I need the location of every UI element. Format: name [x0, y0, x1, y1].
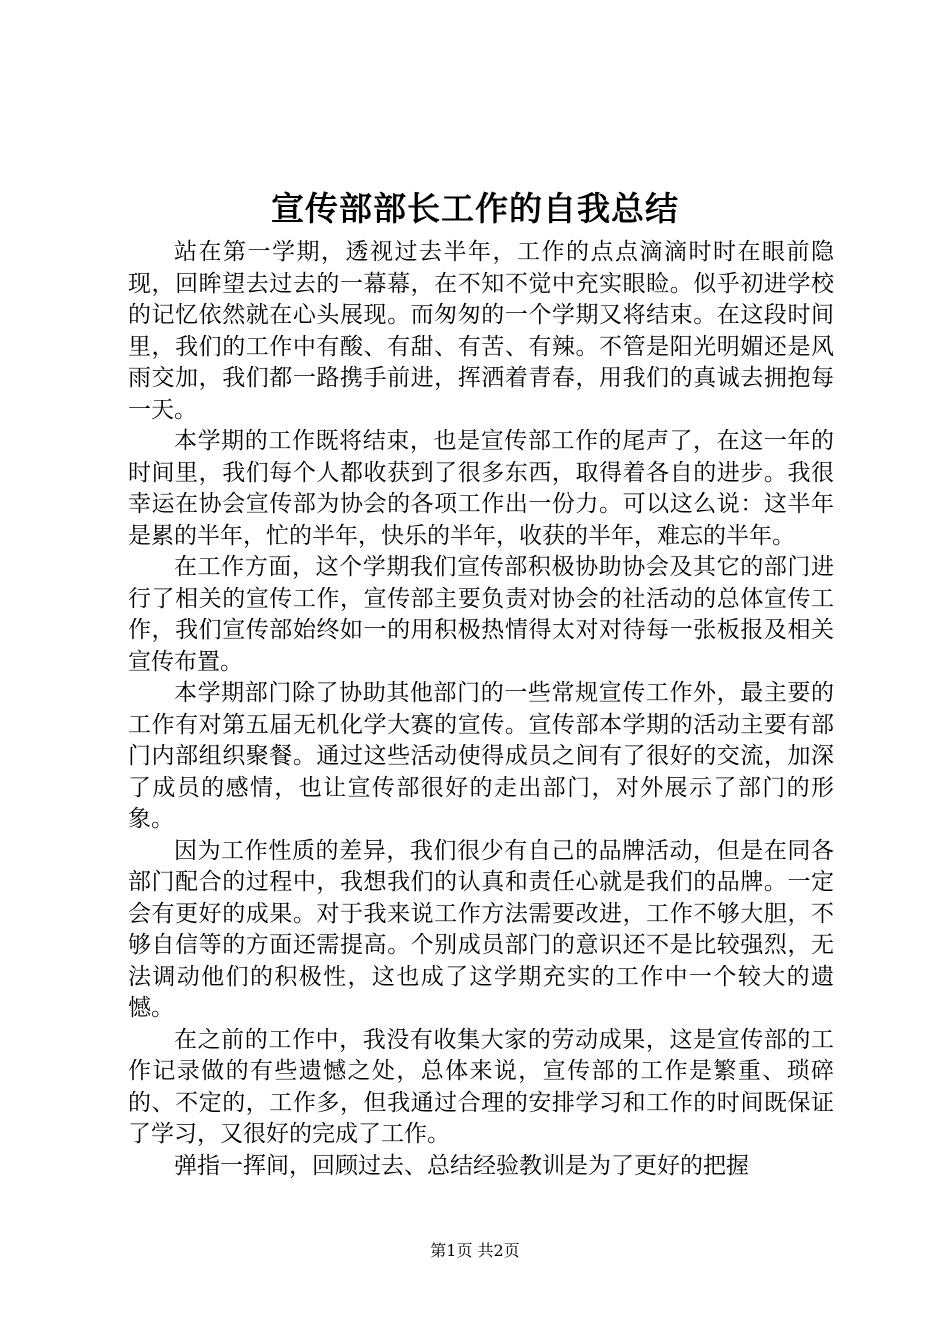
paragraph: 本学期部门除了协助其他部门的一些常规宣传工作外，最主要的工作有对第五届无机化学大赛的宣传。宣传部本学期的活动主要有部门内部组织聚餐。通过这些活动使得成员之间有了很好的交流，加深了成员的感情，也让宣传部很好的走出部门，对外展示了部门的形象。 [128, 680, 834, 832]
page-number-footer: 第1页 共2页 [430, 1241, 520, 1260]
paragraph: 在之前的工作中，我没有收集大家的劳动成果，这是宣传部的工作记录做的有些遗憾之处，总体来说，宣传部的工作是繁重、琐碎的、不定的，工作多，但我通过合理的安排学习和工作的时间既保证了学习，又很好的完成了工作。 [128, 1026, 834, 1147]
document-title: 宣传部部长工作的自我总结 [271, 189, 679, 228]
document-body [128, 237, 834, 1182]
paragraph: 在工作方面，这个学期我们宣传部积极协助协会及其它的部门进行了相关的宣传工作，宣传部主要负责对协会的社活动的总体宣传工作，我们宣传部始终如一的用积极热情得太对对待每一张板报及相关宣传布置。 [128, 554, 834, 675]
paragraph: 站在第一学期，透视过去半年，工作的点点滴滴时时在眼前隐现，回眸望去过去的一幕幕，在不知不觉中充实眼睑。似乎初进学校的记忆依然就在心头展现。而匆匆的一个学期又将结束。在这段时间里，我们的工作中有酸、有甜、有苦、有辣。不管是阳光明媚还是风雨交加，我们都一路携手前进，挥洒着青春，用我们的真诚去拥抱每一天。 [128, 239, 834, 423]
paragraph: 本学期的工作既将结束，也是宣传部工作的尾声了，在这一年的时间里，我们每个人都收获到了很多东西，取得着各自的进步。我很幸运在协会宣传部为协会的各项工作出一份力。可以这么说：这半年是累的半年，忙的半年，快乐的半年，收获的半年，难忘的半年。 [128, 428, 834, 549]
paragraph: 因为工作性质的差异，我们很少有自己的品牌活动，但是在同各部门配合的过程中，我想我们的认真和责任心就是我们的品牌。一定会有更好的成果。对于我来说工作方法需要改进，工作不够大胆，不够自信等的方面还需提高。个别成员部门的意识还不是比较强烈，无法调动他们的积极性，这也成了这学期充实的工作中一个较大的遗憾。 [128, 837, 834, 1021]
paragraph: 弹指一挥间，回顾过去、总结经验教训是为了更好的把握 [174, 1152, 749, 1179]
